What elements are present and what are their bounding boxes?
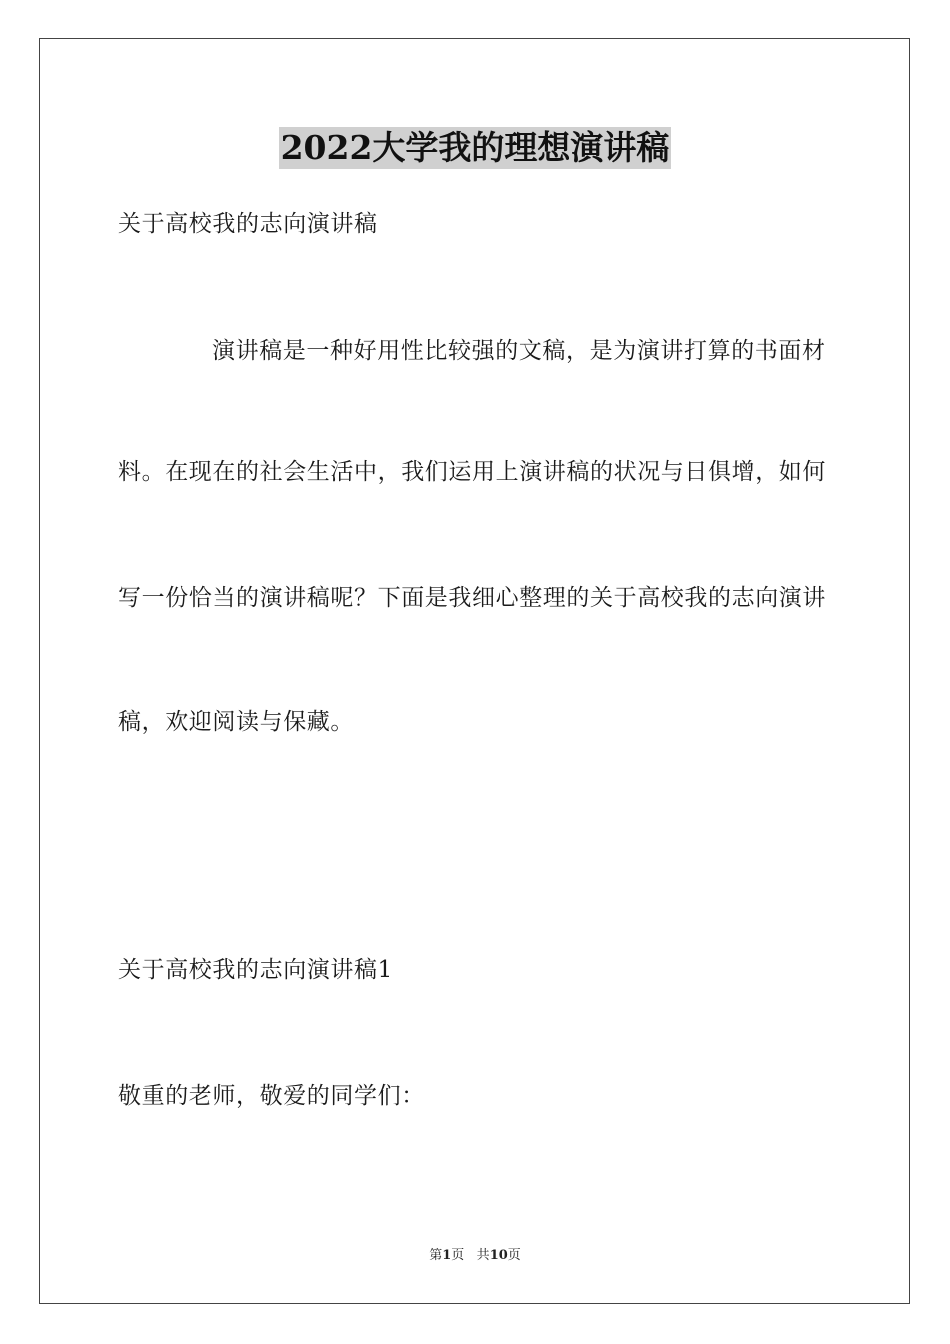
footer-page-number: 1	[442, 1248, 452, 1263]
paragraph-line-2: 料。在现在的社会生活中，我们运用上演讲稿的状况与日俱增，如何	[118, 459, 826, 485]
paragraph-line-4: 稿，欢迎阅读与保藏。	[118, 709, 354, 735]
greeting-line: 敬重的老师，敬爱的同学们：	[118, 1083, 425, 1109]
title-container	[0, 127, 950, 169]
section-heading: 关于高校我的志向演讲稿1	[118, 957, 393, 983]
paragraph-line-1: 演讲稿是一种好用性比较强的文稿，是为演讲打算的书面材	[212, 338, 826, 364]
footer-total-pages: 10	[489, 1248, 508, 1263]
footer-page-prefix: 第	[429, 1248, 443, 1263]
paragraph-line-3: 写一份恰当的演讲稿呢？下面是我细心整理的关于高校我的志向演讲	[118, 585, 826, 611]
footer-page-suffix: 页	[451, 1248, 465, 1263]
page-footer	[0, 1247, 950, 1265]
document-title: 2022大学我的理想演讲稿	[280, 128, 670, 167]
footer-total-suffix: 页	[507, 1248, 521, 1263]
document-subtitle: 关于高校我的志向演讲稿	[118, 211, 378, 237]
footer-total-prefix: 共	[476, 1248, 490, 1263]
